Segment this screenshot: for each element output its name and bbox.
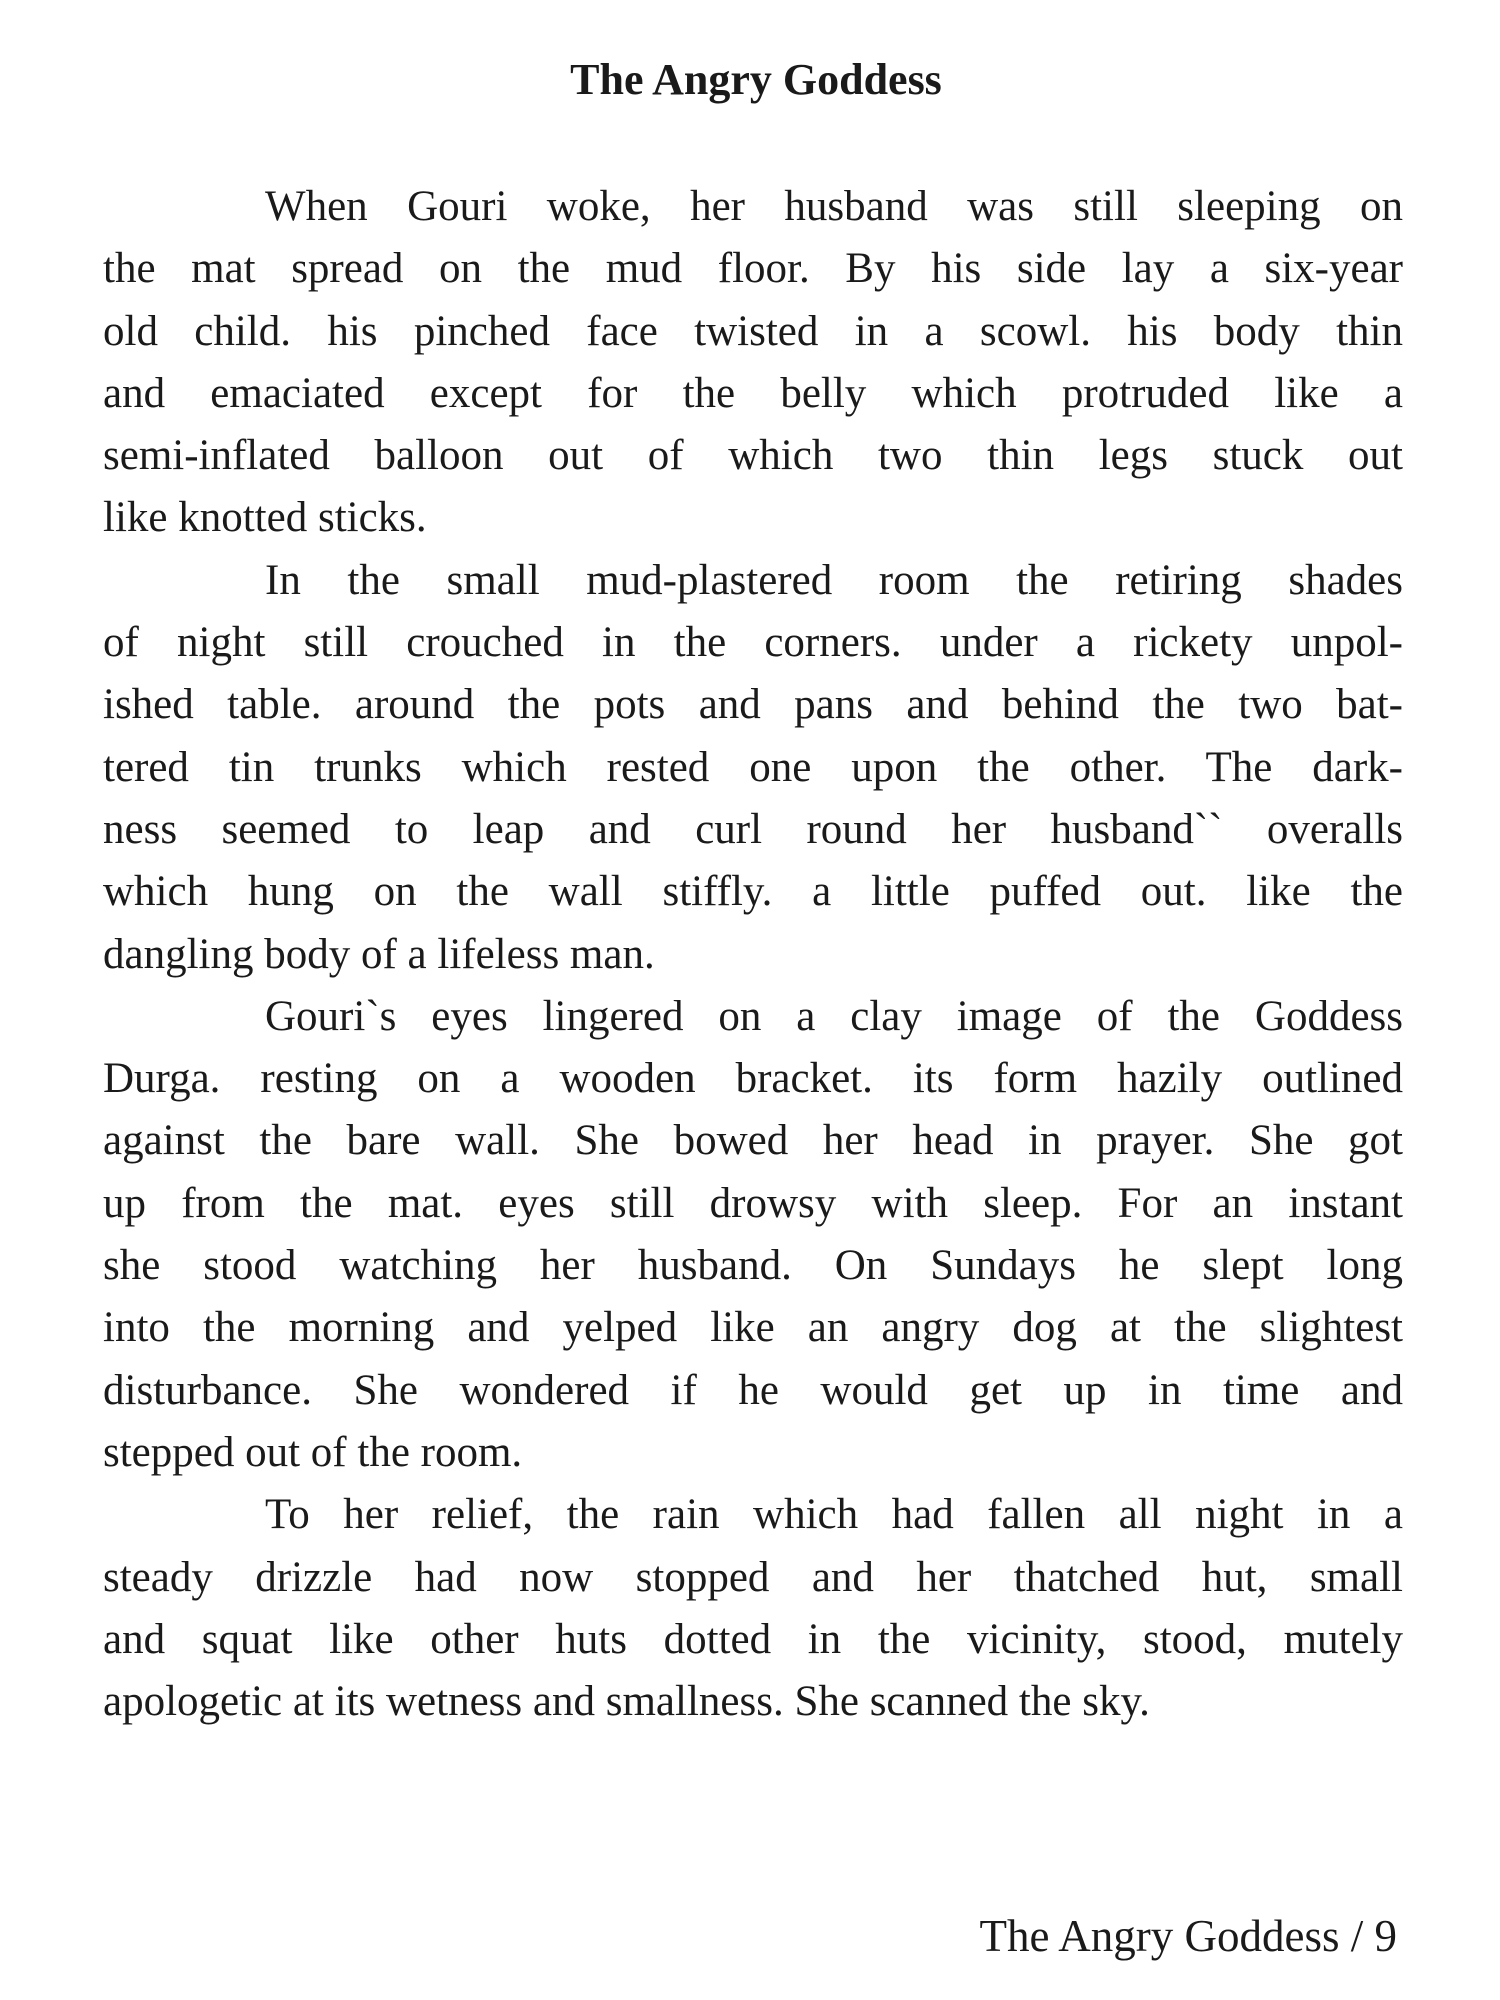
text-line: Durga. resting on a wooden bracket. its form hazily outlined	[103, 1055, 1403, 1103]
paragraph	[103, 986, 1403, 1484]
text-line: To her relief, the rain which had fallen all night in a	[265, 1491, 1403, 1539]
text-line: into the morning and yelped like an angry dog at the slightest	[103, 1304, 1403, 1352]
text-line: ished table. around the pots and pans and behind the two bat-	[103, 681, 1403, 729]
story-body	[103, 176, 1403, 1733]
text-line: semi-inflated balloon out of which two thin legs stuck out	[103, 432, 1403, 480]
text-line: Gouri`s eyes lingered on a clay image of the Goddess	[265, 992, 1403, 1040]
text-line: old child. his pinched face twisted in a scowl. his body thin	[103, 307, 1403, 355]
text-line: In the small mud-plastered room the retiring shades	[265, 556, 1403, 604]
text-line: disturbance. She wondered if he would get up in time and	[103, 1366, 1403, 1414]
text-line: up from the mat. eyes still drowsy with sleep. For an instant	[103, 1179, 1403, 1227]
text-line: steady drizzle had now stopped and her thatched hut, small	[103, 1553, 1403, 1601]
paragraph	[103, 550, 1403, 986]
text-line: against the bare wall. She bowed her head in prayer. She got	[103, 1117, 1403, 1165]
text-line: the mat spread on the mud floor. By his side lay a six-year	[103, 245, 1403, 293]
text-line: tered tin trunks which rested one upon the other. The dark-	[103, 743, 1403, 791]
text-line: of night still crouched in the corners. under a rickety unpol-	[103, 619, 1403, 667]
text-line: When Gouri woke, her husband was still sleeping on	[265, 183, 1403, 230]
paragraph	[103, 1484, 1403, 1733]
paragraph	[103, 176, 1403, 550]
page-title: The Angry Goddess	[570, 55, 942, 104]
text-line: apologetic at its wetness and smallness. She scanned the sky.	[103, 1678, 1150, 1726]
text-line: and emaciated except for the belly which protruded like a	[103, 369, 1403, 417]
text-line: she stood watching her husband. On Sundays he slept long	[103, 1242, 1403, 1290]
text-line: ness seemed to leap and curl round her husband`` overalls	[103, 805, 1403, 853]
text-line: dangling body of a lifeless man.	[103, 930, 655, 978]
running-footer-page-number: The Angry Goddess / 9	[979, 1911, 1397, 1961]
text-line: and squat like other huts dotted in the vicinity, stood, mutely	[103, 1615, 1403, 1663]
text-line: stepped out of the room.	[103, 1428, 523, 1476]
text-line: which hung on the wall stiffly. a little puffed out. like the	[103, 868, 1403, 916]
text-line: like knotted sticks.	[103, 494, 427, 542]
